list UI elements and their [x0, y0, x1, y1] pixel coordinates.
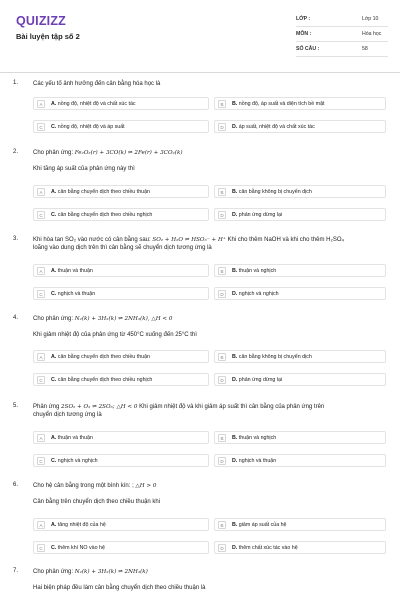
question-subtext: Khi tăng áp suất của phản ứng này thì	[33, 166, 135, 172]
question-text	[33, 149, 385, 157]
question-text-lead: Cho hệ cân bằng trong một bình kín: ;	[33, 483, 136, 489]
option-key: B.	[232, 354, 238, 360]
option-letter: D	[218, 376, 226, 384]
option-key: C.	[51, 458, 57, 464]
meta-row-class	[296, 12, 388, 27]
meta-label: MÔN :	[296, 31, 312, 37]
option-b[interactable]	[214, 350, 386, 363]
meta-value: Hóa học	[362, 31, 382, 37]
option-text: cân bằng chuyển dịch theo chiều thuận	[57, 189, 150, 195]
option-a[interactable]	[33, 97, 209, 110]
option-key: D.	[232, 458, 238, 464]
option-letter: C	[37, 376, 45, 384]
option-b[interactable]	[214, 431, 386, 444]
reaction-equation: N₂(k) + 3H₂(k) ⇌ 2NH₃(k), △H < 0	[74, 316, 173, 322]
option-c[interactable]	[33, 208, 209, 221]
option-key: D.	[232, 124, 238, 130]
reaction-equation: 2SO₂ + O₂ ⇌ 2SO₃; △H < 0	[61, 404, 138, 410]
meta-label: SỐ CÂU :	[296, 46, 320, 52]
option-letter: A	[37, 100, 45, 108]
option-text: thuận và nghịch	[238, 435, 277, 441]
option-b[interactable]	[214, 185, 386, 198]
option-letter: A	[37, 434, 45, 442]
reaction-equation: SO₂ + H₂O ⇌ HSO₃⁻ + H⁺	[152, 237, 226, 243]
option-text: nghịch và thuận	[238, 458, 277, 464]
question-subtext: Hai biện pháp đều làm cân bằng chuyển dịch theo chiều thuận là	[33, 585, 206, 591]
option-key: A.	[51, 101, 57, 107]
question-number: 4.	[13, 315, 19, 321]
option-text: cân bằng không bị chuyển dịch	[238, 189, 312, 195]
question-text	[33, 403, 385, 419]
option-d[interactable]	[214, 287, 386, 300]
option-c[interactable]	[33, 541, 209, 554]
option-a[interactable]	[33, 518, 209, 531]
option-text: nồng độ, nhiệt độ và chất xúc tác	[57, 101, 136, 107]
option-key: C.	[51, 212, 57, 218]
option-letter: B	[218, 353, 226, 361]
option-a[interactable]	[33, 264, 209, 277]
meta-value: 58	[362, 46, 368, 52]
question-text-lead: Cho phản ứng:	[33, 569, 75, 575]
option-text: nghịch và nghịch	[238, 291, 279, 297]
option-key: D.	[232, 291, 238, 297]
option-letter: C	[37, 544, 45, 552]
meta-row-count	[296, 42, 388, 57]
question-number: 5.	[13, 403, 19, 409]
option-letter: B	[218, 188, 226, 196]
quizizz-logo: QUIZIZZ	[16, 14, 67, 28]
option-key: A.	[51, 522, 57, 528]
option-text: giảm áp suất của hệ	[238, 522, 287, 528]
option-key: A.	[51, 268, 57, 274]
question-number: 6.	[13, 482, 19, 488]
option-letter: B	[218, 267, 226, 275]
option-c[interactable]	[33, 120, 209, 133]
option-text: cân bằng chuyển dịch theo chiều nghịch	[57, 377, 153, 383]
question-text-line2: chuyển dịch tương ứng là	[33, 412, 102, 418]
option-text: phản ứng dừng lại	[238, 212, 283, 218]
option-letter: C	[37, 290, 45, 298]
option-letter: A	[37, 521, 45, 529]
option-key: B.	[232, 522, 238, 528]
question-number: 7.	[13, 568, 19, 574]
option-letter: A	[37, 353, 45, 361]
question-text-tail: Khi cho thêm NaOH và khi cho thêm H₂SO₄	[225, 237, 344, 243]
question-subtext: Cân bằng trên chuyển dịch theo chiều thuận khi	[33, 499, 161, 505]
option-text: thuận và thuận	[57, 268, 93, 274]
option-text: thêm khí NO vào hệ	[57, 545, 105, 551]
option-text: áp suất, nhiệt độ và chất xúc tác	[238, 124, 315, 130]
option-b[interactable]	[214, 518, 386, 531]
option-key: B.	[232, 435, 238, 441]
option-key: D.	[232, 212, 238, 218]
option-key: D.	[232, 377, 238, 383]
header-divider	[0, 72, 400, 73]
meta-value: Lớp 10	[362, 16, 379, 22]
worksheet-meta	[296, 12, 388, 57]
option-letter: A	[37, 188, 45, 196]
option-letter: D	[218, 290, 226, 298]
option-letter: D	[218, 457, 226, 465]
option-letter: D	[218, 544, 226, 552]
option-key: D.	[232, 545, 238, 551]
option-key: A.	[51, 354, 57, 360]
option-letter: A	[37, 267, 45, 275]
question-subtext: Khi giảm nhiệt độ của phản ứng từ 450°C xuống đến 25°C thì	[33, 332, 197, 338]
question-text	[33, 315, 385, 323]
option-key: C.	[51, 124, 57, 130]
option-a[interactable]	[33, 431, 209, 444]
question-number: 2.	[13, 149, 19, 155]
option-text: tăng nhiệt độ của hệ	[57, 522, 106, 528]
question-text: Các yếu tố ảnh hưởng đến cân bằng hóa học là	[33, 81, 161, 87]
option-b[interactable]	[214, 97, 386, 110]
meta-label: LỚP :	[296, 16, 311, 22]
question-text-lead: Cho phản ứng:	[33, 150, 75, 156]
option-text: phản ứng dừng lại	[238, 377, 283, 383]
option-text: nghịch và thuận	[57, 291, 96, 297]
option-a[interactable]	[33, 185, 209, 198]
question-text	[33, 236, 385, 252]
option-key: B.	[232, 101, 238, 107]
option-d[interactable]	[214, 454, 386, 467]
option-text: thêm chất xúc tác vào hệ	[238, 545, 298, 551]
option-d[interactable]	[214, 541, 386, 554]
question-number: 1.	[13, 80, 19, 86]
question-text-lead: Khi hòa tan SO₂ vào nước có cân bằng sau:	[33, 237, 153, 243]
option-key: C.	[51, 377, 57, 383]
option-letter: B	[218, 434, 226, 442]
option-d[interactable]	[214, 208, 386, 221]
question-text-lead: Cho phản ứng:	[33, 316, 75, 322]
option-text: cân bằng không bị chuyển dịch	[238, 354, 312, 360]
worksheet-header	[0, 0, 400, 70]
option-c[interactable]	[33, 454, 209, 467]
option-text: cân bằng chuyển dịch theo chiều nghịch	[57, 212, 153, 218]
option-text: cân bằng chuyển dịch theo chiều thuận	[57, 354, 150, 360]
meta-row-subject	[296, 27, 388, 42]
option-key: A.	[51, 435, 57, 441]
option-text: nồng độ, nhiệt độ và áp suất	[57, 124, 125, 130]
question-text	[33, 568, 385, 576]
question-text	[33, 482, 385, 490]
option-letter: D	[218, 123, 226, 131]
option-key: B.	[232, 189, 238, 195]
enthalpy-condition: △H > 0	[135, 483, 157, 489]
question-text-line2: loãng vào dung dịch trên thì cân bằng sẽ chuyển dịch tương ứng là	[33, 245, 212, 251]
question-text-lead: Phản ứng	[33, 404, 62, 410]
question-text-tail: Khi giảm nhiệt độ và khi giảm áp suất thì cân bằng của phản ứng trên	[137, 404, 325, 410]
option-letter: B	[218, 100, 226, 108]
reaction-equation: Fe₂O₃(r) + 3CO(k) ⇌ 2Fe(r) + 3CO₂(k)	[74, 150, 183, 156]
option-text: thuận và nghịch	[238, 268, 277, 274]
option-letter: C	[37, 457, 45, 465]
option-key: A.	[51, 189, 57, 195]
worksheet-title: Bài luyện tập số 2	[16, 32, 80, 41]
reaction-equation: N₂(k) + 3H₂(k) ⇌ 2NH₃(k)	[74, 569, 148, 575]
option-b[interactable]	[214, 264, 386, 277]
option-letter: B	[218, 521, 226, 529]
option-key: C.	[51, 545, 57, 551]
option-letter: C	[37, 211, 45, 219]
question-number: 3.	[13, 236, 19, 242]
option-text: thuận và thuận	[57, 435, 93, 441]
option-d[interactable]	[214, 373, 386, 386]
option-key: B.	[232, 268, 238, 274]
option-key: C.	[51, 291, 57, 297]
option-c[interactable]	[33, 373, 209, 386]
option-a[interactable]	[33, 350, 209, 363]
option-letter: D	[218, 211, 226, 219]
option-d[interactable]	[214, 120, 386, 133]
option-text: nghịch và nghịch	[57, 458, 98, 464]
option-text: nồng độ, áp suất và diện tích bề mặt	[238, 101, 325, 107]
option-letter: C	[37, 123, 45, 131]
option-c[interactable]	[33, 287, 209, 300]
